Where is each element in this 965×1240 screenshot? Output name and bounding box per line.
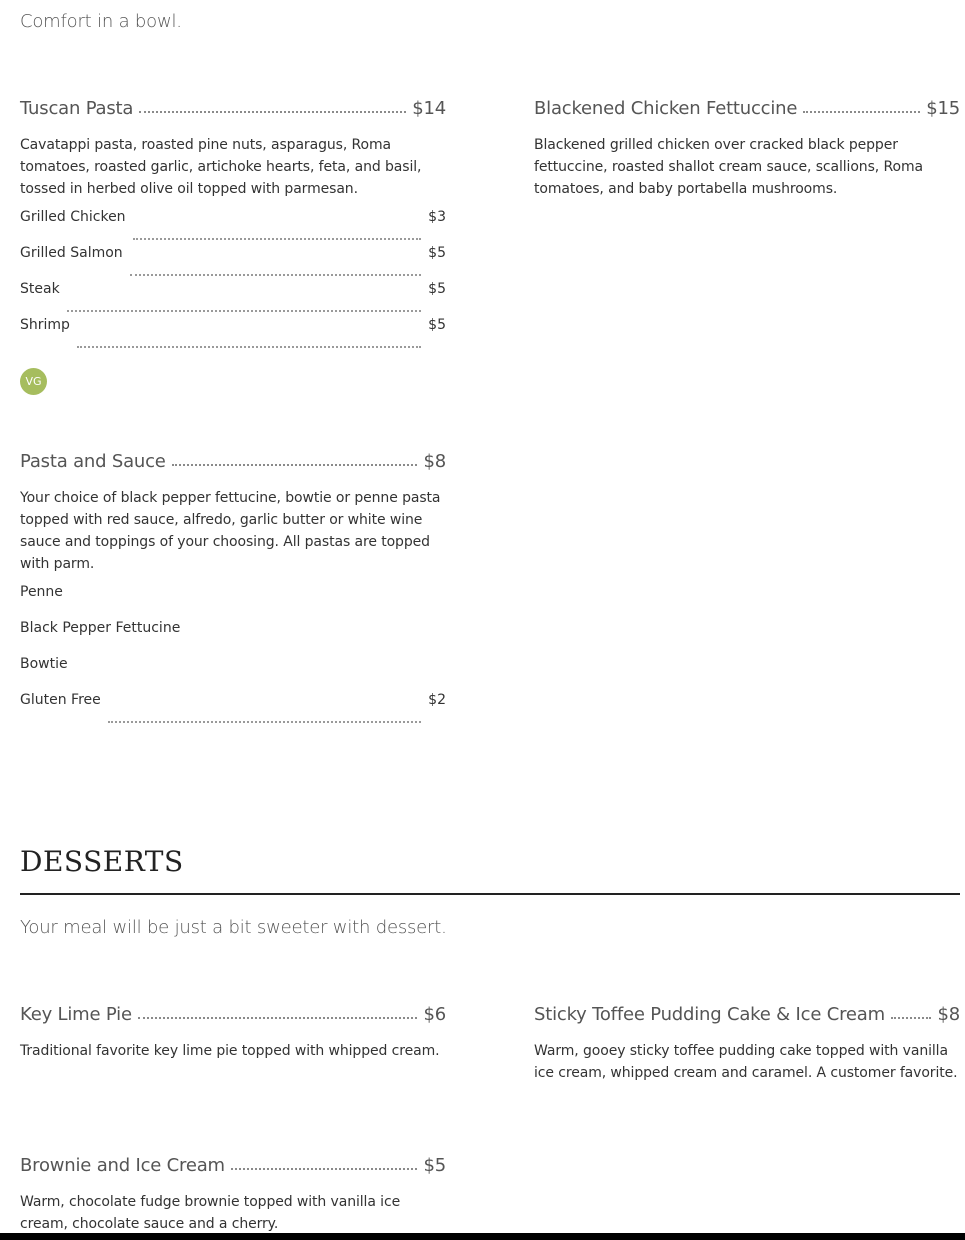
option-price: $2 bbox=[428, 692, 446, 708]
option-name: Bowtie bbox=[20, 656, 68, 672]
dotted-leader bbox=[77, 345, 421, 348]
menu-item-brownie bbox=[20, 1155, 446, 1235]
addon-price: $5 bbox=[428, 245, 446, 261]
item-description: Cavatappi pasta, roasted pine nuts, asparagus, Roma tomatoes, roasted garlic, artichoke hearts, feta, and basil, tossed in herbed olive oil topped with parmesan. bbox=[20, 137, 422, 197]
addon-row bbox=[20, 245, 446, 281]
desserts-title: DESSERTS bbox=[20, 845, 184, 878]
item-price: $8 bbox=[423, 451, 446, 472]
menu-item-tuscan-pasta bbox=[20, 98, 446, 353]
addon-name: Grilled Chicken bbox=[20, 209, 126, 225]
item-description: Warm, chocolate fudge brownie topped with vanilla ice cream, chocolate sauce and a cherry. bbox=[20, 1194, 401, 1232]
item-description: Your choice of black pepper fettucine, bowtie or penne pasta topped with red sauce, alfredo, garlic butter or white wine sauce and toppings of your choosing. All pastas are topped with parm. bbox=[20, 490, 441, 572]
option-row bbox=[20, 620, 446, 656]
addon-price: $5 bbox=[428, 281, 446, 297]
addon-list bbox=[20, 209, 446, 353]
dotted-leader bbox=[231, 1167, 418, 1170]
menu-item-sticky-toffee bbox=[534, 1004, 960, 1084]
addon-name: Steak bbox=[20, 281, 60, 297]
dotted-leader bbox=[891, 1016, 932, 1019]
dotted-leader bbox=[67, 309, 421, 312]
dotted-leader bbox=[133, 237, 422, 240]
item-header bbox=[20, 1155, 446, 1176]
item-header bbox=[20, 1004, 446, 1025]
dotted-leader bbox=[803, 110, 920, 113]
dotted-leader bbox=[139, 110, 406, 113]
item-description: Traditional favorite key lime pie topped with whipped cream. bbox=[20, 1043, 440, 1059]
desserts-tagline: Your meal will be just a bit sweeter with dessert. bbox=[20, 917, 447, 938]
item-description: Blackened grilled chicken over cracked black pepper fettuccine, roasted shallot cream sauce, scallions, Roma tomatoes, and baby portabella mushrooms. bbox=[534, 137, 923, 197]
vegetarian-badge-icon: VG bbox=[20, 368, 47, 395]
item-price: $14 bbox=[412, 98, 446, 119]
option-row bbox=[20, 692, 446, 728]
dotted-leader bbox=[130, 273, 422, 276]
footer-bar bbox=[0, 1233, 965, 1240]
item-price: $5 bbox=[423, 1155, 446, 1176]
item-name: Brownie and Ice Cream bbox=[20, 1155, 225, 1176]
item-price: $15 bbox=[926, 98, 960, 119]
dotted-leader bbox=[138, 1016, 418, 1019]
menu-item-key-lime-pie bbox=[20, 1004, 446, 1062]
option-row bbox=[20, 656, 446, 692]
item-header bbox=[20, 451, 446, 472]
addon-price: $5 bbox=[428, 317, 446, 333]
addon-name: Grilled Salmon bbox=[20, 245, 123, 261]
addon-row bbox=[20, 209, 446, 245]
section-divider bbox=[20, 893, 960, 895]
option-list bbox=[20, 584, 446, 728]
addon-row bbox=[20, 317, 446, 353]
item-price: $6 bbox=[423, 1004, 446, 1025]
item-name: Tuscan Pasta bbox=[20, 98, 134, 119]
option-row bbox=[20, 584, 446, 620]
menu-item-pasta-and-sauce bbox=[20, 451, 446, 728]
item-name: Pasta and Sauce bbox=[20, 451, 166, 472]
addon-row bbox=[20, 281, 446, 317]
item-header bbox=[534, 98, 960, 119]
item-description: Warm, gooey sticky toffee pudding cake topped with vanilla ice cream, whipped cream and caramel. A customer favorite. bbox=[534, 1043, 958, 1081]
item-name: Sticky Toffee Pudding Cake & Ice Cream bbox=[534, 1004, 885, 1025]
dotted-leader bbox=[172, 463, 418, 466]
item-name: Blackened Chicken Fettuccine bbox=[534, 98, 798, 119]
dotted-leader bbox=[108, 720, 421, 723]
addon-price: $3 bbox=[428, 209, 446, 225]
option-name: Penne bbox=[20, 584, 63, 600]
item-price: $8 bbox=[937, 1004, 960, 1025]
item-name: Key Lime Pie bbox=[20, 1004, 132, 1025]
option-name: Gluten Free bbox=[20, 692, 101, 708]
option-name: Black Pepper Fettucine bbox=[20, 620, 181, 636]
addon-name: Shrimp bbox=[20, 317, 70, 333]
section-tagline: Comfort in a bowl. bbox=[20, 11, 182, 32]
menu-item-blackened-chicken bbox=[534, 98, 960, 200]
item-header bbox=[20, 98, 446, 119]
item-header bbox=[534, 1004, 960, 1025]
